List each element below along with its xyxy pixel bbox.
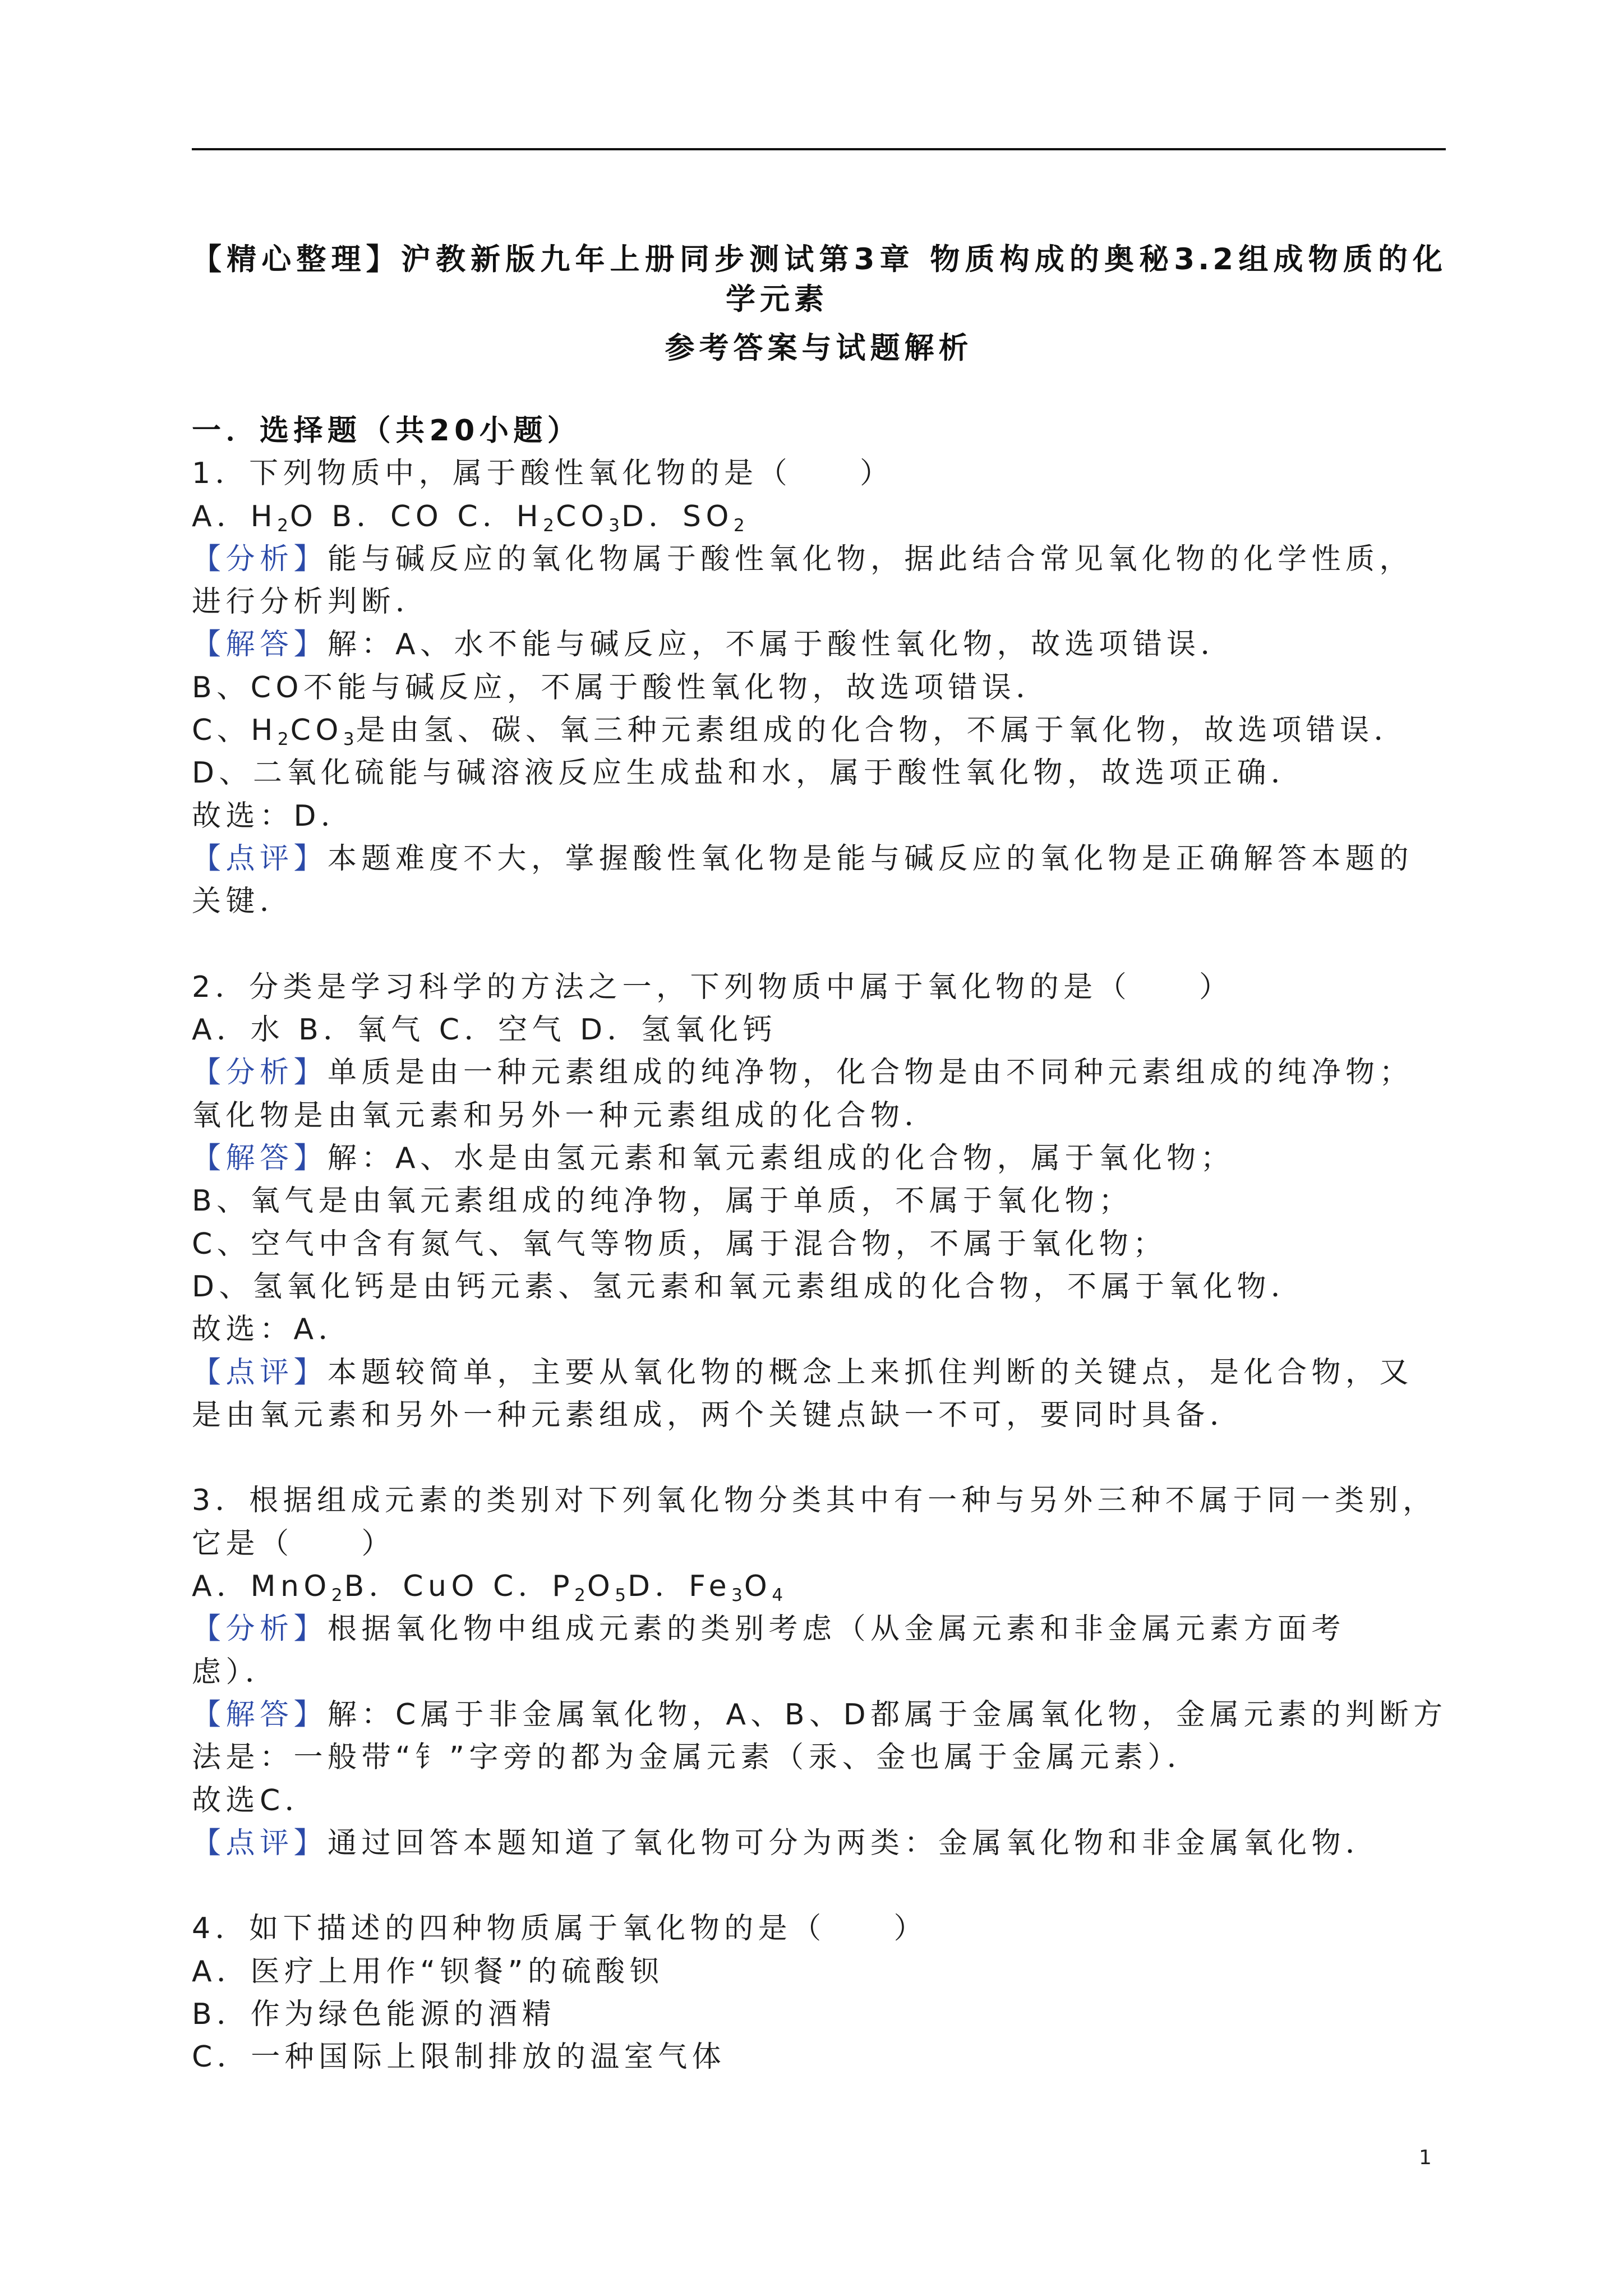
question-options	[192, 1565, 1446, 1608]
comment-label: 【点评】	[192, 1355, 328, 1389]
solution-line: B、氧气是由氧元素组成的纯净物，属于单质，不属于氧化物；	[192, 1184, 1133, 1218]
analysis-text: 单质是由一种元素组成的纯净物，化合物是由不同种元素组成的纯净物；	[328, 1056, 1414, 1090]
solution-line	[192, 1694, 1446, 1736]
analysis-line: 虑）．	[192, 1655, 279, 1689]
comment-label: 【点评】	[192, 1826, 328, 1860]
subscript: 2	[574, 1585, 587, 1606]
answer-body	[192, 409, 1446, 2079]
solution-line	[192, 623, 1446, 666]
subscript: 3	[343, 729, 356, 750]
doc-title-line-2: 学元素	[726, 282, 828, 316]
analysis-line	[192, 1051, 1446, 1094]
question-3	[192, 1479, 1446, 1907]
subscript: 2	[277, 729, 291, 750]
solution-text: 解：C属于非金属氧化物，A、B、D都属于金属氧化物，金属元素的判断方	[328, 1697, 1447, 1732]
question-stem: 它是（ ）	[192, 1526, 396, 1561]
analysis-line: 氧化物是由氧元素和另外一种元素组成的化合物．	[192, 1098, 939, 1133]
analysis-text: 能与碱反应的氧化物属于酸性氧化物，据此结合常见氧化物的化学性质，	[328, 542, 1414, 576]
analysis-label: 【分析】	[192, 542, 328, 576]
option-text: B．CuO C．P	[344, 1570, 575, 1604]
answer-line: 故选：A．	[192, 1313, 353, 1347]
doc-subtitle: 参考答案与试题解析	[665, 331, 973, 365]
comment-line: 关键．	[192, 885, 294, 919]
question-option: A．医疗上用作“钡餐”的硫酸钡	[192, 1954, 663, 1989]
analysis-line: 进行分析判断．	[192, 585, 430, 619]
question-4	[192, 1907, 1446, 2078]
solution-line: C、空气中含有氮气、氧气等物质，属于混合物，不属于氧化物；	[192, 1227, 1167, 1261]
analysis-label: 【分析】	[192, 1056, 328, 1090]
option-text: CO	[555, 499, 609, 533]
option-text: D．Fe	[628, 1570, 732, 1604]
answer-line: 故选C．	[192, 1783, 319, 1818]
question-stem: 3．根据组成元素的类别对下列氧化物分类其中有一种与另外三种不属于同一类别，	[192, 1484, 1437, 1518]
blank-line	[192, 1865, 1446, 1907]
header-rule	[192, 148, 1446, 150]
blank-line	[192, 923, 1446, 966]
subscript: 5	[615, 1585, 628, 1606]
solution-label: 【解答】	[192, 628, 328, 662]
comment-line	[192, 1351, 1446, 1394]
question-options: A．水 B．氧气 C．空气 D．氢氧化钙	[192, 1013, 777, 1047]
question-option: C．一种国际上限制排放的温室气体	[192, 2040, 726, 2074]
solution-line	[192, 1137, 1446, 1180]
question-2	[192, 966, 1446, 1480]
analysis-label: 【分析】	[192, 1612, 328, 1646]
question-options	[192, 495, 1446, 538]
subscript: 3	[731, 1585, 744, 1606]
comment-line	[192, 838, 1446, 880]
solution-label: 【解答】	[192, 1142, 328, 1176]
comment-text: 本题较简单，主要从氧化物的概念上来抓住判断的关键点，是化合物，又	[328, 1355, 1414, 1389]
analysis-line	[192, 538, 1446, 581]
solution-line: D、氢氧化钙是由钙元素、氢元素和氧元素组成的化合物，不属于氧化物．	[192, 1269, 1305, 1304]
comment-label: 【点评】	[192, 841, 328, 876]
question-option: B．作为绿色能源的酒精	[192, 1997, 556, 2031]
option-text: O B．CO C．H	[289, 499, 543, 533]
solution-line: D、二氧化硫能与碱溶液反应生成盐和水，属于酸性氧化物，故选项正确．	[192, 756, 1305, 790]
comment-line: 是由氧元素和另外一种元素组成，两个关键点缺一不可，要同时具备．	[192, 1398, 1244, 1432]
option-text: A．H	[192, 499, 278, 533]
solution-text: 解：A、水不能与碱反应，不属于酸性氧化物，故选项错误．	[328, 628, 1235, 662]
option-text: O	[744, 1570, 772, 1604]
question-stem: 2．分类是学习科学的方法之一，下列物质中属于氧化物的是（ ）	[192, 970, 1233, 1004]
option-text: D．SO	[621, 499, 734, 533]
question-stem: 1．下列物质中，属于酸性氧化物的是（ ）	[192, 457, 894, 491]
solution-text: 解：A、水是由氢元素和氧元素组成的化合物，属于氧化物；	[328, 1142, 1235, 1176]
analysis-line	[192, 1608, 1446, 1650]
question-stem: 4．如下描述的四种物质属于氧化物的是（ ）	[192, 1912, 928, 1946]
comment-line	[192, 1822, 1446, 1865]
subscript: 2	[733, 515, 746, 536]
option-text: A．MnO	[192, 1570, 331, 1604]
section-heading: 一．选择题（共20小题）	[192, 414, 582, 448]
doc-title-line-1: 【精心整理】沪教新版九年上册同步测试第3章 物质构成的奥秘3.2组成物质的化	[192, 242, 1446, 277]
solution-text: CO	[290, 714, 343, 748]
solution-text: 是由氢、碳、氧三种元素组成的化合物，不属于氧化物，故选项错误．	[356, 714, 1408, 748]
solution-line: 法是：一般带“钅”字旁的都为金属元素（汞、金也属于金属元素）．	[192, 1741, 1201, 1775]
analysis-text: 根据氧化物中组成元素的类别考虑（从金属元素和非金属元素方面考	[328, 1612, 1346, 1646]
option-text: O	[587, 1570, 615, 1604]
subscript: 3	[608, 515, 621, 536]
solution-line	[192, 709, 1446, 752]
subscript: 2	[543, 515, 556, 536]
question-1	[192, 452, 1446, 966]
subscript: 4	[772, 1585, 785, 1606]
solution-line: B、CO不能与碱反应，不属于酸性氧化物，故选项错误．	[192, 670, 1050, 705]
comment-text: 通过回答本题知道了氧化物可分为两类：金属氧化物和非金属氧化物．	[328, 1826, 1380, 1860]
solution-text: C、H	[192, 714, 278, 748]
page-number: 1	[1419, 2146, 1432, 2169]
comment-text: 本题难度不大，掌握酸性氧化物是能与碱反应的氧化物是正确解答本题的	[328, 841, 1414, 876]
answer-line: 故选：D．	[192, 799, 355, 833]
blank-line	[192, 1437, 1446, 1479]
subscript: 2	[331, 1585, 344, 1606]
subscript: 2	[277, 515, 290, 536]
solution-label: 【解答】	[192, 1697, 328, 1732]
